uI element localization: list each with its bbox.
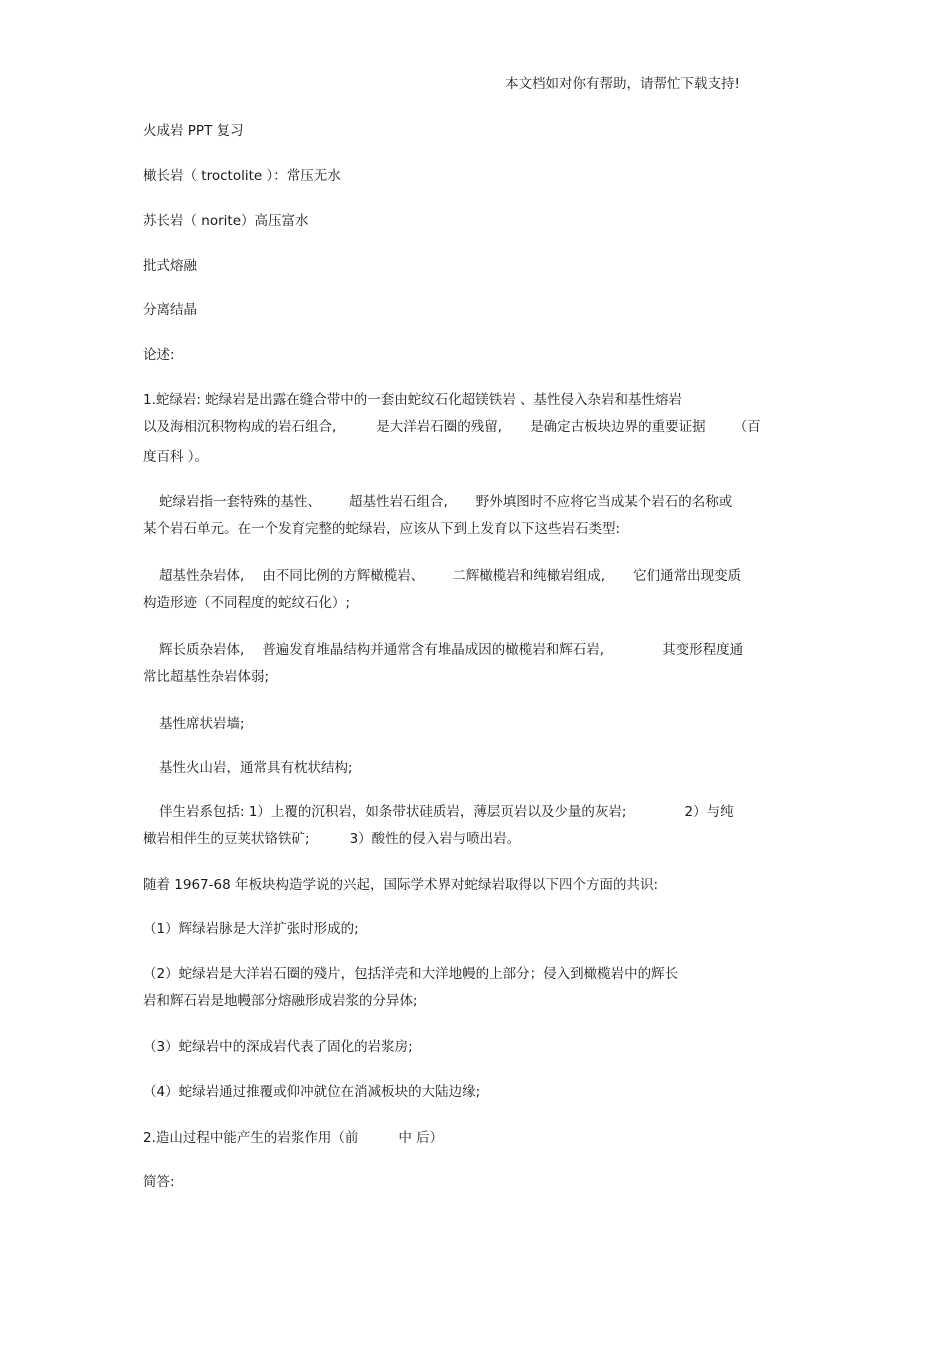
- ultramafic-line-1-part-c: 二辉橄榄岩和纯橄岩组成,: [452, 568, 606, 584]
- gabbro-line-1-part-c: 其变形程度通: [662, 642, 744, 658]
- associated-line-1-part-a: 伴生岩系包括: 1）上覆的沉积岩，如条带状硅质岩，薄层页岩以及少量的灰岩;: [159, 804, 627, 820]
- q2-part-a: 2.造山过程中能产生的岩浆作用（前: [143, 1130, 359, 1146]
- intro-line-1-part-c: 野外填图时不应将它当成某个岩石的名称或: [475, 494, 733, 510]
- intro-line-1-part-b: 超基性岩石组合,: [349, 494, 448, 510]
- term-fractional-crystallization: 分离结晶: [143, 302, 197, 318]
- q1-line-2: [143, 418, 761, 436]
- consensus-intro: 随着 1967-68 年板块构造学说的兴起，国际学术界对蛇绿岩取得以下四个方面的共识:: [143, 877, 659, 893]
- term-batch-melting: 批式熔融: [143, 258, 197, 274]
- ultramafic-line-1: [159, 567, 741, 585]
- associated-line-1: [159, 803, 734, 821]
- consensus-item-4: （4）蛇绿岩通过推覆或仰冲就位在消减板块的大陆边缘;: [143, 1084, 481, 1100]
- ultramafic-line-1-part-b: 由不同比例的方辉橄榄岩、: [262, 568, 425, 584]
- document-title: 火成岩 PPT 复习: [143, 123, 244, 139]
- q1-line-3: 度百科 ）。: [143, 449, 209, 465]
- consensus-item-2-line-2: 岩和辉石岩是地幔部分熔融形成岩浆的分异体;: [143, 993, 418, 1009]
- q1-line-2-part-a: 以及海相沉积物构成的岩石组合,: [143, 419, 337, 435]
- consensus-item-2-line-1: （2）蛇绿岩是大洋岩石圈的殘片，包括洋壳和大洋地幔的上部分；侵入到橄榄岩中的辉长: [143, 966, 679, 982]
- sheeted-dikes: 基性席状岩墙;: [159, 716, 245, 732]
- download-support-note: 本文档如对你有帮助，请帮忙下载支持!: [505, 76, 740, 92]
- consensus-item-1: （1）辉绿岩脉是大洋扩张时形成的;: [143, 921, 359, 937]
- intro-line-1-part-a: 蛇绿岩指一套特殊的基性、: [159, 494, 321, 510]
- ultramafic-line-1-part-d: 它们通常出现变质: [633, 568, 742, 584]
- q1-line-2-part-c: 是确定古板块边界的重要证据: [530, 419, 706, 435]
- associated-line-2-part-b: 3）酸性的侵入岩与喷出岩。: [349, 831, 521, 847]
- q1-line-2-part-b: 是大洋岩石圈的残留,: [376, 419, 503, 435]
- associated-line-2: [143, 830, 520, 848]
- gabbro-line-1: [159, 641, 743, 659]
- ultramafic-line-1-part-a: 超基性杂岩体,: [159, 568, 245, 584]
- intro-line-1: [159, 493, 732, 511]
- short-answer-heading: 简答:: [143, 1174, 175, 1190]
- ultramafic-line-2: 构造形迹（不同程度的蛇纹石化）;: [143, 595, 351, 611]
- q2-line: [143, 1129, 443, 1147]
- discussion-heading: 论述:: [143, 347, 175, 363]
- associated-line-1-part-b: 2）与纯: [684, 804, 734, 820]
- q1-line-2-part-d: （百: [733, 419, 761, 435]
- term-norite: 苏长岩（ norite）高压富水: [143, 213, 309, 229]
- basic-volcanics: 基性火山岩，通常具有枕状结构;: [159, 760, 353, 776]
- intro-line-2: 某个岩石单元。在一个发育完整的蛇绿岩，应该从下到上发育以下这些岩石类型:: [143, 521, 621, 537]
- term-troctolite: 橄长岩（ troctolite ）：常压无水: [143, 168, 341, 184]
- consensus-item-3: （3）蛇绿岩中的深成岩代表了固化的岩浆房;: [143, 1039, 413, 1055]
- q1-line-1: 1.蛇绿岩: 蛇绿岩是出露在缝合带中的一套由蛇纹石化超镁铁岩 、基性侵入杂岩和基性熔岩: [143, 392, 683, 408]
- associated-line-2-part-a: 橄岩相伴生的豆荚状铬铁矿;: [143, 831, 310, 847]
- gabbro-line-1-part-b: 普遍发育堆晶结构并通常含有堆晶成因的橄榄岩和辉石岩,: [262, 642, 605, 658]
- gabbro-line-1-part-a: 辉长质杂岩体,: [159, 642, 245, 658]
- gabbro-line-2: 常比超基性杂岩体弱;: [143, 669, 270, 685]
- q2-part-b: 中 后）: [398, 1130, 444, 1146]
